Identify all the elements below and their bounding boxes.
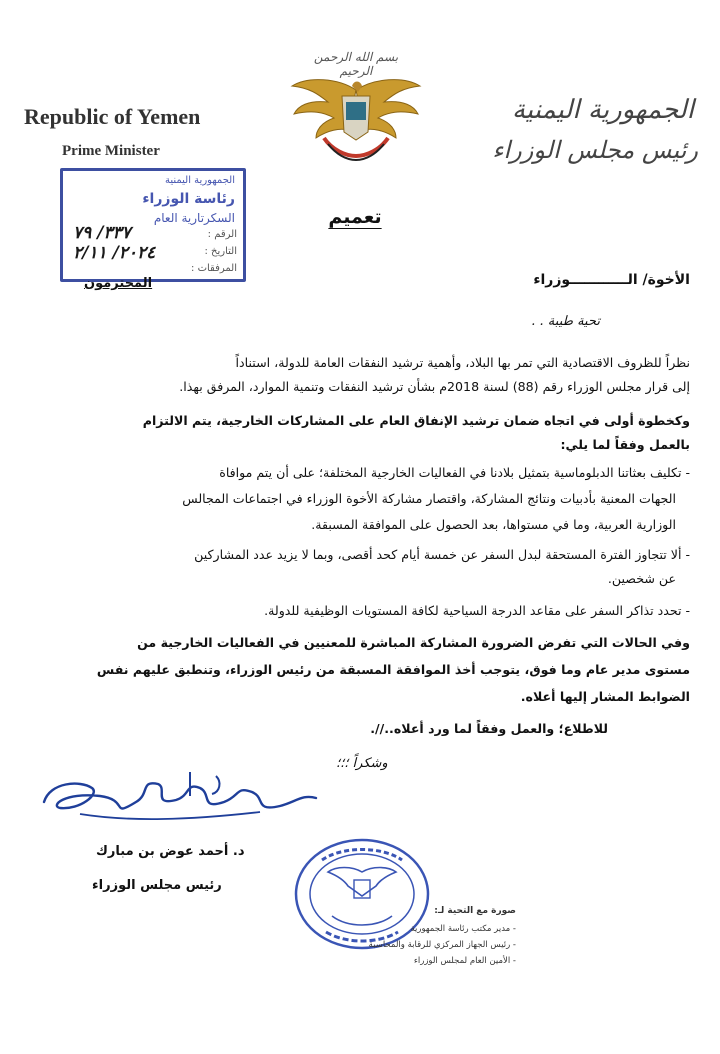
bullet-3-line-1: - تحدد تذاكر السفر على مقاعد الدرجة السياحية لكافة المستويات الوظيفية للدولة. [264,603,690,618]
paragraph-3-line-3: الضوابط المشار إليها أعلاه. [520,689,690,704]
official-seal [292,836,432,952]
bullet-1-line-1: - تكليف بعثاتنا الدبلوماسية بتمثيل بلادنا في الفعاليات الخارجية المختلفة؛ على أن يتم موافاة [219,465,690,480]
english-office-name: Prime Minister [62,143,160,159]
bullet-1-line-3: الوزارية العربية، وما في مستواها، بعد الحصول على الموافقة المسبقة. [311,517,676,532]
stamp-line-3: السكرتارية العام [153,211,235,225]
greeting: تحية طيبة . . [531,314,600,329]
stamp-date-value: ٢٠٢٤/ ٢/١١ [73,243,156,263]
paragraph-1-line-2: إلى قرار مجلس الوزراء رقم (88) لسنة 2018م بشأن ترشيد النفقات وتنمية الموارد، المرفق بهذا. [179,379,690,394]
paragraph-2-line-1: وكخطوة أولى في اتجاه ضمان ترشيد الإنفاق العام على المشاركات الخارجية، يتم الالتزام [142,413,690,428]
signatory-name: د. أحمد عوض بن مبارك [96,844,245,859]
thanks-line: وشكراً ؛؛؛ [336,756,388,771]
stamp-attachments-label: المرفقات : [191,263,237,274]
honorific: المحترمون [84,276,153,291]
bullet-2-line-2: عن شخصين. [607,571,676,586]
stamp-number-value: ٣٣٧/ ٧٩ [73,223,131,243]
bullet-1-line-2: الجهات المعنية بأدبيات ونتائج المشاركة، واقتصار مشاركة الأخوة الوزراء في اجتماعات المجالس [182,491,676,506]
handwritten-signature [40,762,320,832]
paragraph-2-line-2: بالعمل وفقاً لما يلي: [560,437,690,452]
basmala: بسم الله الرحمن الرحيم [313,50,399,78]
reference-stamp [60,168,246,282]
paragraph-1-line-1: نظراً للظروف الاقتصادية التي تمر بها البلاد، وأهمية ترشيد النفقات العامة للدولة، استناداً [235,355,690,370]
stamp-date-label: التاريخ : [204,246,237,257]
paragraph-3-line-2: مستوى مدير عام وما فوق، يتوجب أخذ الموافقة المسبقة من رئيس الوزراء، وتنطبق عليهم نفس [96,662,690,677]
addressee: الأخوة/ الــــــــــــوزراء [533,272,690,288]
cc-item: - مدير مكتب رئاسة الجمهورية [410,924,516,934]
english-country-name: Republic of Yemen [24,104,201,129]
signatory-title: رئيس مجلس الوزراء [92,878,222,893]
stamp-line-1: الجمهورية اليمنية [164,175,235,186]
cc-item: - رئيس الجهاز المركزي للرقابة والمحاسبة [368,940,516,950]
closing-line: للاطلاع؛ والعمل وفقاً لما ورد أعلاه..//. [370,721,608,736]
bullet-2-line-1: - ألا تتجاوز الفترة المستحقة لبدل السفر عن خمسة أيام كحد أقصى، وبما لا يزيد عدد المشاركين [194,547,690,562]
cc-heading: صورة مع التحية لـ: [434,906,516,916]
paragraph-3-line-1: وفي الحالات التي تفرض الضرورة المشاركة المباشرة للمعنيين في الفعاليات الخارجية من [137,635,690,650]
arabic-country-name: الجمهورية اليمنية [511,95,694,125]
arabic-office-name: رئيس مجلس الوزراء [492,136,698,164]
document-title: تعميم [328,206,382,228]
yemen-emblem-icon [288,72,424,168]
cc-item: - الأمين العام لمجلس الوزراء [413,956,516,966]
stamp-number-label: الرقم : [207,229,237,240]
stamp-line-2: رئاسة الوزراء [142,191,235,207]
